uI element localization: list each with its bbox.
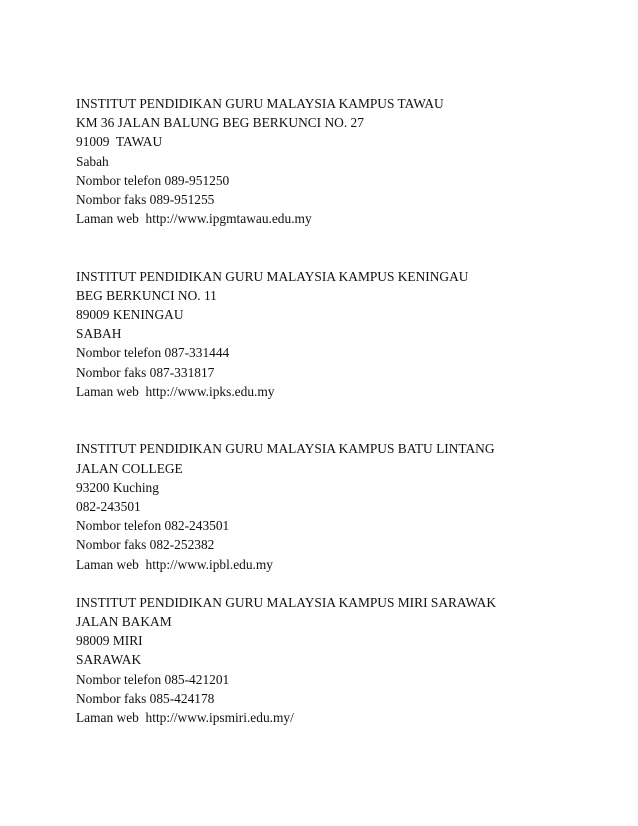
address-line: BEG BERKUNCI NO. 11: [76, 287, 217, 303]
fax-number: Nombor faks 082-252382: [76, 537, 215, 553]
website: Laman web http://www.ipbl.edu.my: [76, 556, 273, 572]
state: SABAH: [76, 326, 122, 342]
fax-number: Nombor faks 087-331817: [76, 364, 215, 380]
campus-name: INSTITUT PENDIDIKAN GURU MALAYSIA KAMPUS MIRI SARAWAK: [76, 594, 497, 610]
phone-number: Nombor telefon 085-421201: [76, 671, 230, 687]
website: Laman web http://www.ipks.edu.my: [76, 383, 275, 399]
website: Laman web http://www.ipsmiri.edu.my/: [76, 710, 294, 726]
campus-block-tawau: [76, 94, 616, 228]
address-line: KM 36 JALAN BALUNG BEG BERKUNCI NO. 27: [76, 115, 364, 131]
state: SARAWAK: [76, 652, 142, 668]
phone-extra: 082-243501: [76, 498, 141, 514]
phone-number: Nombor telefon 087-331444: [76, 345, 230, 361]
website: Laman web http://www.ipgmtawau.edu.my: [76, 211, 312, 227]
state: Sabah: [76, 153, 109, 169]
campus-name: INSTITUT PENDIDIKAN GURU MALAYSIA KAMPUS TAWAU: [76, 96, 444, 111]
block-spacer: [76, 574, 616, 593]
postcode-city: 93200 Kuching: [76, 479, 159, 495]
block-spacer: [76, 401, 616, 439]
fax-number: Nombor faks 085-424178: [76, 690, 215, 706]
campus-block-miri: [76, 593, 616, 727]
fax-number: Nombor faks 089-951255: [76, 191, 215, 207]
phone-number: Nombor telefon 089-951250: [76, 172, 230, 188]
campus-block-keningau: [76, 267, 616, 401]
campus-block-batu-lintang: [76, 439, 616, 573]
block-spacer: [76, 228, 616, 266]
address-line: JALAN COLLEGE: [76, 460, 183, 476]
campus-name: INSTITUT PENDIDIKAN GURU MALAYSIA KAMPUS BATU LINTANG: [76, 441, 495, 457]
phone-number: Nombor telefon 082-243501: [76, 518, 230, 534]
address-line: JALAN BAKAM: [76, 614, 172, 630]
document-body: [76, 94, 616, 727]
postcode-city: 98009 MIRI: [76, 633, 143, 649]
campus-name: INSTITUT PENDIDIKAN GURU MALAYSIA KAMPUS KENINGAU: [76, 268, 469, 284]
postcode-city: 91009 TAWAU: [76, 134, 163, 150]
postcode-city: 89009 KENINGAU: [76, 307, 184, 323]
